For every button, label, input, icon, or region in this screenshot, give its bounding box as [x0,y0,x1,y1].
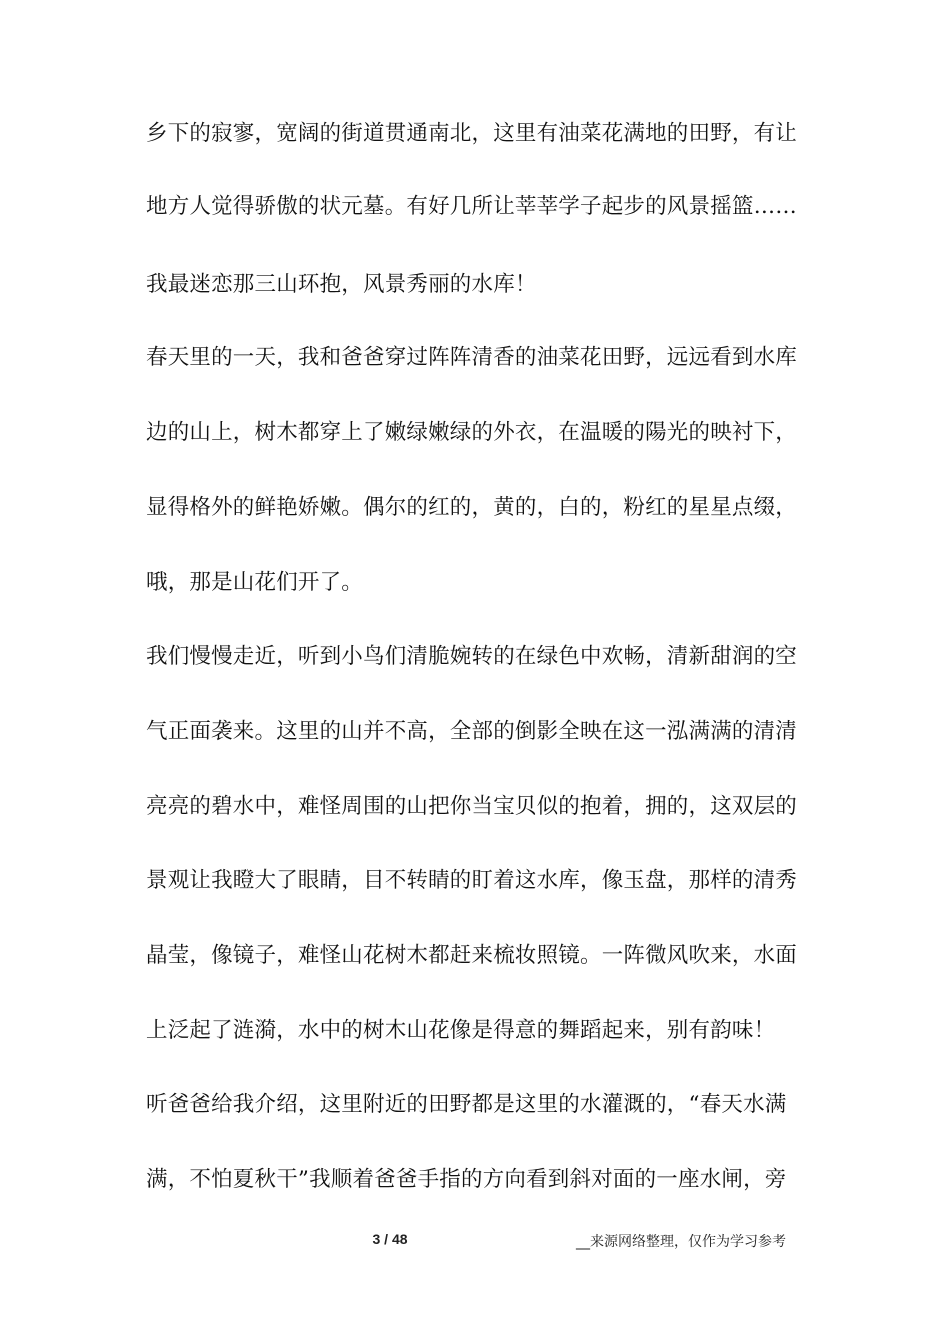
text-line: 亮亮的碧水中，难怪周围的山把你当宝贝似的抱着，拥的，这双层的 [146,794,798,819]
text-line: 气正面袭来。这里的山并不高，全部的倒影全映在这一泓满满的清清 [146,719,798,744]
source-note: __来源网络整理，仅作为学习参考 [576,1234,786,1250]
text-line: 上泛起了涟漪，水中的树木山花像是得意的舞蹈起来，别有韵味！ [146,1018,776,1043]
text-line: 景观让我瞪大了眼睛，目不转睛的盯着这水库，像玉盘，那样的清秀 [146,868,798,893]
text-line: 边的山上，树木都穿上了嫩绿嫩绿的外衣，在温暖的陽光的映衬下， [146,420,798,445]
text-line: 显得格外的鲜艳娇嫩。偶尔的红的，黄的，白的，粉红的星星点缀， [146,495,798,520]
text-line: 我们慢慢走近，听到小鸟们清脆婉转的在绿色中欢畅，清新甜润的空 [146,644,798,669]
text-line: 听爸爸给我介绍，这里附近的田野都是这里的水灌溉的，“春天水满 [146,1092,787,1117]
text-line: 晶莹，像镜子，难怪山花树木都赶来梳妆照镜。一阵微风吹来，水面 [146,943,798,968]
text-line: 春天里的一天，我和爸爸穿过阵阵清香的油菜花田野，远远看到水库 [146,345,798,370]
page-number: 3 / 48 [372,1231,408,1247]
text-line: 哦，那是山花们开了。 [146,570,364,595]
text-line: 乡下的寂寥，宽阔的街道贯通南北，这里有油菜花满地的田野，有让 [146,121,798,146]
text-line: 我最迷恋那三山环抱，风景秀丽的水库！ [146,272,537,297]
text-line: 地方人觉得骄傲的状元墓。有好几所让莘莘学子起步的风景摇篮…… [146,194,798,219]
text-line: 满，不怕夏秋干”我顺着爸爸手指的方向看到斜对面的一座水闸，旁 [146,1167,787,1192]
